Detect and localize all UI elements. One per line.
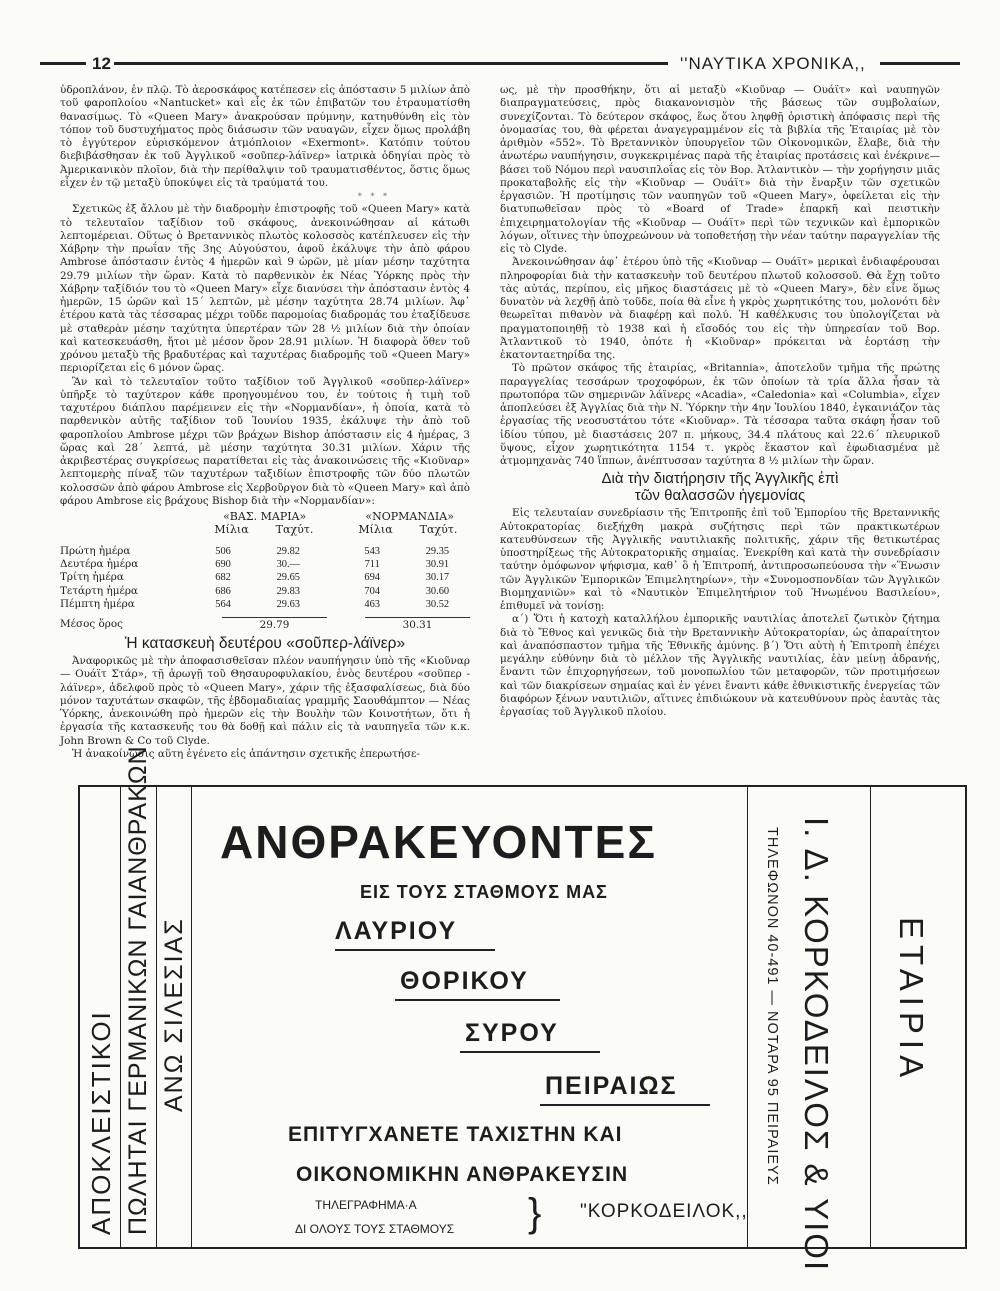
ad-tagline: ΟΙΚΟΝΟΜΙΚΗΝ ΑΝΘΡΑΚΕΥΣΙΝ [296,1163,629,1186]
ad-underline [540,1104,710,1106]
article-paragraph: α´) Ὅτι ἡ κατοχὴ καταλλήλου ἐμπορικῆς ναυτιλίας ἀποτελεῖ ζωτικὸν ζήτημα διὰ τὸ Ἔθνος καὶ γενικῶς διὰ τὴν Βρεταννικὴν Αὐτοκρατορίαν, ὡς ἀπαραίτητον καὶ ἀναπόσπαστον τμῆμα τῆς Ἐθνικῆς ἀμύνης. β´) Ὅτι αὐτὴ ἡ Ἐπιτροπὴ ἐπέχει μεγάλην εὐθύνην διὰ τὸ μέλλον τῆς Ἀγγλικῆς ναυτιλίας, ἐὰν μείνῃ ἀδρανής, ἔναντι τῶν ἐπιχορηγήσεων, τοῦ μονοπωλίου τῶν μεταφορῶν, τῶν προτιμήσεων καὶ τῶν διακρίσεων σημαίας καὶ ἐν γένει ἔναντι κάθε ἐθνικιστικῆς ἐνεργείας τῶν διαφόρων ξένων ναυτιλιῶν, αἵτινες ἐπιδιώκουν νὰ κατευθύνουν πρὸς ἑαυτὰς τὰς ἐργασίας τοῦ Ἀγγλικοῦ πλοίου. [500,613,940,718]
article-paragraph: ὑδροπλάνον, ἐν πλῷ. Τὸ ἀεροσκάφος κατέπεσεν εἰς ἀπόστασιν 5 μιλίων ἀπὸ τοῦ φαροπλοίου «Nantucket» καὶ εἷς ἐκ τῶν ἐπιβατῶν του ἐτραυματίσθη θανασίμως. Τὸ «Queen Mary» ἀνακρούσαν πρύμνην, κατηυθύνθη εἰς τὸν τόπον τοῦ δυστυχήματος πρὸς διάσωσιν τῶν ναυαγῶν, εἶχεν ὅμως προλάβη τὸ ἐγγύτερον εὑρισκόμενον ἀτμόπλοιον «Exermont». Κατόπιν τούτου διεβιβάσθησαν ἐκ τοῦ Ἀγγλικοῦ «σοῦπερ-λάϊνερ» ἰατρικὰ ὁδηγίαι πρὸς τὸ Ἀμερικανικὸν πλοῖον, διὰ τὴν περίθαλψιν τοῦ τραυματισθέντος, ὅστις ὅμως εἶχεν ἐν τῷ μεταξὺ ὑποκύψει εἰς τὰ τραύματά του. [60,84,470,189]
article-paragraph: Εἰς τελευταίαν συνεδρίασιν τῆς Ἐπιτροπῆς ἐπὶ τοῦ Ἐμπορίου τῆς Βρεταννικῆς Αὐτοκρατορίας διεξήχθη μακρὰ συζήτησις περὶ τῶν πρακτικωτέρων κατευθύνσεων τῆς Ἀγγλικῆς ναυτιλιακῆς πολιτικῆς, χάριν τῆς θετικωτέρας ὑποστηρίξεως τῆς Αὐτοκρατορικῆς σημαίας. Ἐνεκρίθη καὶ κατὰ τὴν συνεδρίασιν ταύτην ὁμόφωνον ψήφισμα, καθ᾽ ὃ ἡ Ἐπιτροπή, ἀντιπροσωπεύουσα τὴν «Ἕνωσιν τῶν Ἀγγλικῶν Ἐμπορικῶν Ἐπιμελητηρίων», τὴν «Συνομοσπονδίαν τῶν Ἀγγλικῶν Βιομηχανιῶν» καὶ τὸ «Ναυτικὸν Ἐπιμελητήριον τοῦ Ἡνωμένου Βασιλείου», ἐπιθυμεῖ νὰ τονίσῃ: [500,507,940,612]
article-paragraph: Ἀναφορικῶς μὲ τὴν ἀποφασισθεῖσαν πλέον ναυπήγησιν ὑπὸ τῆς «Κιοῦναρ — Ουάϊτ Στάρ», τῇ ἀρωγῇ τοῦ Θησαυροφυλακίου, ἑνὸς δευτέρου «σοῦπερ - λάϊνερ», ἀδελφοῦ πρὸς τὸ «Queen Mary», χάριν τῆς ἐξασφαλίσεως, διὰ δύο μόνον ταχυτάτων σκαφῶν, τῆς ἑβδομαδιαίας γραμμῆς Σαουθάμπτον — Νέας Ὑόρκης, ἀνεκοινώθη πρὸ ἡμερῶν εἰς τὴν Βουλὴν τῶν Κοινοτήτων, ὅτι ἡ ἐργασία τῆς κατασκευῆς του θὰ δοθῇ καὶ πάλιν εἰς τὰ ναυπηγεῖα τῶν κ.κ. John Brown & Co τοῦ Clyde. [60,655,470,747]
speed-table [60,510,470,632]
ad-tagline: ΕΠΙΤΥΓΧΑΝΕΤΕ ΤΑΧΙΣΤΗΝ ΚΑΙ [288,1123,623,1146]
table-row: Πέμπτη ἡμέρα 564 29.63 463 30.52 [60,597,450,610]
ad-underline [335,949,495,951]
page-header [40,54,960,76]
section-heading: Ἡ κατασκευὴ δευτέρου «σοῦπερ-λάϊνερ» [124,635,406,653]
ad-underline [395,999,560,1001]
table-col-header: Ταχύτ. [275,523,314,536]
ad-main [200,787,755,1247]
table-ship-header: «ΒΑΣ. ΜΑΡΙΑ» [223,510,307,523]
article-paragraph: Ἂν καὶ τὸ τελευταῖον τοῦτο ταξίδιον τοῦ Ἀγγλικοῦ «σοῦπερ-λάϊνερ» ὑπῆρξε τὸ ταχύτερον κάθε προηγουμένου του, ἐν τούτοις ἡ τιμὴ τοῦ ταχυτέρου διάπλου παρέμεινεν εἰς τὴν «Νορμανδίαν», ἡ ὁποία, κατὰ τὸ παρθενικὸν αὐτῆς ταξίδιον τοῦ Ἰουνίου 1935, ἐκάλυψε τὴν ἀπὸ τοῦ φαροπλοίου Ambrose μέχρι τῶν βράχων Bishop ἀπόστασιν εἰς 4 ἡμέρας, 3 ὥρας καὶ 28´ λεπτά, μὲ μέσην ταχύτητα 30.31 μιλίων. Χάριν τῆς ἀκριβεστέρας συγκρίσεως παρατίθεται εἰς τὰς ἀνακοινώσεις τῆς «Κιοῦναρ» λεπτομερὴς πίναξ τῶν ταχυτέρων ταξιδίων ἐπιστροφῆς τῶν δύο πλωτῶν κολοσσῶν ἀπὸ φάρου Ambrose εἰς Χερβοῦργον διὰ τὸ «Queen Mary» καὶ ἀπὸ φάρου Ambrose εἰς βράχους Bishop διὰ τὴν «Νορμανδίαν»: [60,375,470,507]
ad-place: ΛΑΥΡΙΟΥ [335,917,458,945]
ad-left-vertical-text: ΑΝΩ ΣΙΛΕΣΙΑΣ [160,917,188,1112]
table-ship-header: «ΝΟΡΜΑΝΔΙΑ» [365,510,454,523]
ad-right-company: Ι. Δ. ΚΟΡΚΟΔΕΙΛΟΣ & ΥΙΟΙ [798,817,835,1273]
ad-right-phone: ΤΗΛΕΦΩΝΟΝ 40-491 — ΝΟΤΑΡΑ 95 ΠΕΙΡΑΙΕΥΣ [764,827,780,1186]
journal-title: ''ΝΑΥΤΙΚΑ ΧΡΟΝΙΚΑ,, [680,54,866,73]
ad-telegraph-name: "ΚΟΡΚΟΔΕΙΛΟΚ,, [580,1201,748,1222]
ad-place: ΠΕΙΡΑΙΩΣ [545,1072,678,1100]
right-column [500,84,940,719]
table-average-row: Μέσος ὅρος 29.79 30.31 [60,617,470,632]
table-row: Τρίτη ἡμέρα 682 29.65 694 30.17 [60,571,450,584]
ad-left-vertical-text: ΠΩΛΗΤΑΙ ΓΕΡΜΑΝΙΚΩΝ ΓΑΙΑΝΘΡΑΚΩΝ [124,745,152,1235]
article-paragraph: ως, μὲ τὴν προσθήκην, ὅτι αἱ μεταξὺ «Κιοῦναρ — Ουάϊτ» καὶ ναυπηγῶν διαπραγματεύσεις, πρὸς διακανονισμὸν τῆς βάσεως τῶν συμβολαίων, συνεχίζονται. Τὸ δεύτερον σκάφος, ἕως ὅτου ληφθῇ ὁριστικὴ ἀπόφασις περὶ τῆς ὀνομασίας του, θὰ φέρεται ἀναγεγραμμένον εἰς τὰ βιβλία τῆς Ἑταιρίας μὲ τὸν ἀριθμὸν «552». Τὸ Βρεταννικὸν ὑπουργεῖον τῶν Οἰκονομικῶν, ἔλαβε, διὰ τὴν ἀνωτέρω ναυπήγησιν, συγκεκριμένας παρὰ τῆς ἑταιρίας προτάσεις καὶ ἐνέκρινε— βάσει τοῦ Νόμου περὶ ναυσιπλοΐας εἰς τὸν Βορ. Ἀτλαντικὸν — τὴν χορήγησιν μιᾶς προκαταβολῆς εἰς τὴν «Κιοῦναρ — Ουάϊτ» διὰ τὴν ἔναρξιν τῶν σχετικῶν ἐργασιῶν. Ἡ προτίμησις τῶν ναυπηγῶν τοῦ «Queen Mary», ὀφείλεται εἰς τὴν διατυπωθεῖσαν πρὸς τὸ «Board of Trade» ἐπαρκῆ καὶ πειστικὴν ἐπιχειρηματολογίαν τῆς «Κιοῦναρ — Ουάϊτ» περὶ τῶν τεχνικῶν καὶ ἐμπορικῶν λόγων, οἵτινες τὴν ὑποχρεώνουν νὰ τοποθετήσῃ τὴν νέαν ταύτην παραγγελίαν τῆς εἰς τὸ Clyde. [500,84,940,255]
ad-place: ΣΥΡΟΥ [465,1019,559,1047]
ad-underline [460,1051,600,1053]
article-paragraph: Ἀνεκοινώθησαν ἀφ᾽ ἑτέρου ὑπὸ τῆς «Κιοῦναρ — Ουάϊτ» μερικαὶ ἐνδιαφέρουσαι πληροφορίαι διὰ τὴν κατασκευὴν τοῦ δευτέρου πλωτοῦ κολοσσοῦ. Θὰ ἔχῃ τοῦτο τὰς αὐτάς, περίπου, εἰς μῆκος διαστάσεις μὲ τὸ «Queen Mary», δὲν εἶνε ὅμως δυνατὸν νὰ λεχθῇ ἀπὸ τοῦδε, ποία θὰ εἶνε ἡ γκρὸς χωρητικότης του, μολονότι δὲν θεωρεῖται πιθανὸν νὰ διαφέρῃ καὶ πολύ. Ἡ καθέλκυσις του ὑπολογίζεται νὰ πραγματοποιηθῇ τὸ 1938 καὶ ἡ εἴσοδός του εἰς τὴν ὑπηρεσίαν τοῦ Βορ. Ἀτλαντικοῦ τὸ 1940, ὁπότε ἡ «Κιοῦναρ» πρόκειται νὰ ἑορτάσῃ τὴν ἑκατονταετηρίδα της. [500,256,940,361]
article-paragraph: Σχετικῶς ἐξ ἄλλου μὲ τὴν διαδρομὴν ἐπιστροφῆς τοῦ «Queen Mary» κατὰ τὸ τελευταῖον ταξίδιον τοῦ σκάφους, ἀνεκοινώθησαν αἱ κάτωθι λεπτομέρειαι. Οὕτως ὁ Βρεταννικὸς πλωτὸς κολοσσὸς κατέπλευσεν εἰς τὴν Χάβρην τὴν πρωΐαν τῆς 3ης Αὐγούστου, ἀφοῦ ἐκάλυψε τὴν ἀπὸ φάρου Ambrose ἀπόστασιν ἐντὸς 4 ἡμερῶν καὶ 9 ὡρῶν, μὲ μίαν μέσην ταχύτητα 29.79 μιλίων τὴν ὥραν. Κατὰ τὸ παρθενικὸν ἐκ Νέας Ὑόρκης πρὸς τὴν Χάβρην ταξίδιόν του τὸ «Queen Mary» εἶχε διανύσει τὴν ἀπόστασιν ἐντὸς 4 ἡμερῶν, 15 ὡρῶν καὶ 15´ λεπτῶν, μὲ μέσην ταχύτητα 28.74 μιλίων. Ἀφ᾽ ἑτέρου κατὰ τὰς τέσσαρας μέχρι τοῦδε παρομοίας διαδρομάς του ἐταξίδευσε μὲ σταθερὰν μέσην ταχύτητα ὑπερτέραν τῶν 28 ½ μιλίων διὰ τὴν ὁποίαν καὶ κατεσκευάσθη, ἤτοι μὲ μέσον ὅρον 28.91 μιλίων. Ἡ διαφορὰ ὅθεν τοῦ χρόνου μεταξὺ τῆς βραδυτέρας καὶ ταχυτέρας διαδρομῆς τοῦ «Queen Mary» περιορίζεται εἰς 6 μόνον ὥρας. [60,203,470,375]
table-row: Πρώτη ἡμέρα 506 29.82 543 29.35 [60,545,450,557]
ad-subline: ΕΙΣ ΤΟΥΣ ΣΤΑΘΜΟΥΣ ΜΑΣ [360,882,608,902]
brace-icon: } [528,1191,542,1235]
ad-place: ΘΟΡΙΚΟΥ [400,967,529,995]
ad-right-label: ΕΤΑΙΡΙΑ [893,917,930,1084]
section-separator: * * * [357,192,390,201]
page-number: 12 [92,54,111,73]
table-col-header: Ταχύτ. [419,523,458,536]
ad-telegraph-label: ΤΗΛΕΓΡΑΦΗΜΑ·Α [315,1198,417,1212]
left-column [60,84,470,761]
ad-left-vertical-text: ΑΠΟΚΛΕΙΣΤΙΚΟΙ [86,1010,116,1235]
ad-stations-label: ΔΙ ΟΛΟΥΣ ΤΟΥΣ ΣΤΑΘΜΟΥΣ [295,1222,455,1236]
table-row: Τετάρτη ἡμέρα 686 29.83 704 30.60 [60,584,450,597]
table-col-header: Μίλια [358,523,393,536]
article-paragraph: Ἡ ἀνακοίνωσις αὕτη ἐγένετο εἰς ἀπάντησιν σχετικῆς ἐπερωτήσε- [72,747,420,760]
article-paragraph: Τὸ πρῶτον σκάφος τῆς ἑταιρίας, «Britannia», ἀποτελοῦν τμῆμα τῆς πρώτης παραγγελίας τεσσάρων τροχοφόρων, ἐκ τῶν ὁποίων τὰ τρία ἄλλα ἦσαν τὰ πρωτοπόρα τῶν σημερινῶν λάϊνερς «Acadia», «Caledonia» καὶ «Columbia», εἶχεν ἀποπλεύσει ἐξ Ἀγγλίας διὰ τὴν Ν. Ὑόρκην τὴν 4ην Ἰουλίου 1840, ἐγκαινιάζον τὰς ἐργασίας τῆς νεοσυστάτου τότε «Κιοῦναρ». Τὰ τέσσαρα ταῦτα σκάφη ἦσαν τοῦ ἰδίου τύπου, μὲ διαστάσεις 207 π. μήκους, 34.4 πλάτους καὶ 22.6´ πλευρικοῦ ὕψους, εἶχον χωρητικότητα 1154 τ. γκρὸς ἕκαστον καὶ ἐφωδιασμένα μὲ ἀτμομηχανὰς 740 ἵππων, ἀνέπτυσσαν ταχύτητα 8 ½ μιλίων τὴν ὥραν. [500,362,940,467]
table-col-header: Μίλια [214,523,249,536]
ad-headline: ΑΝΘΡΑΚΕΥΟΝΤΕΣ [220,816,657,868]
table-row: Δευτέρα ἡμέρα 690 30.— 711 30.91 [60,558,450,571]
section-heading: Διὰ τὴν διατήρησιν τῆς Ἀγγλικῆς ἐπὶ τῶν θαλασσῶν ἡγεμονίας [601,470,839,505]
